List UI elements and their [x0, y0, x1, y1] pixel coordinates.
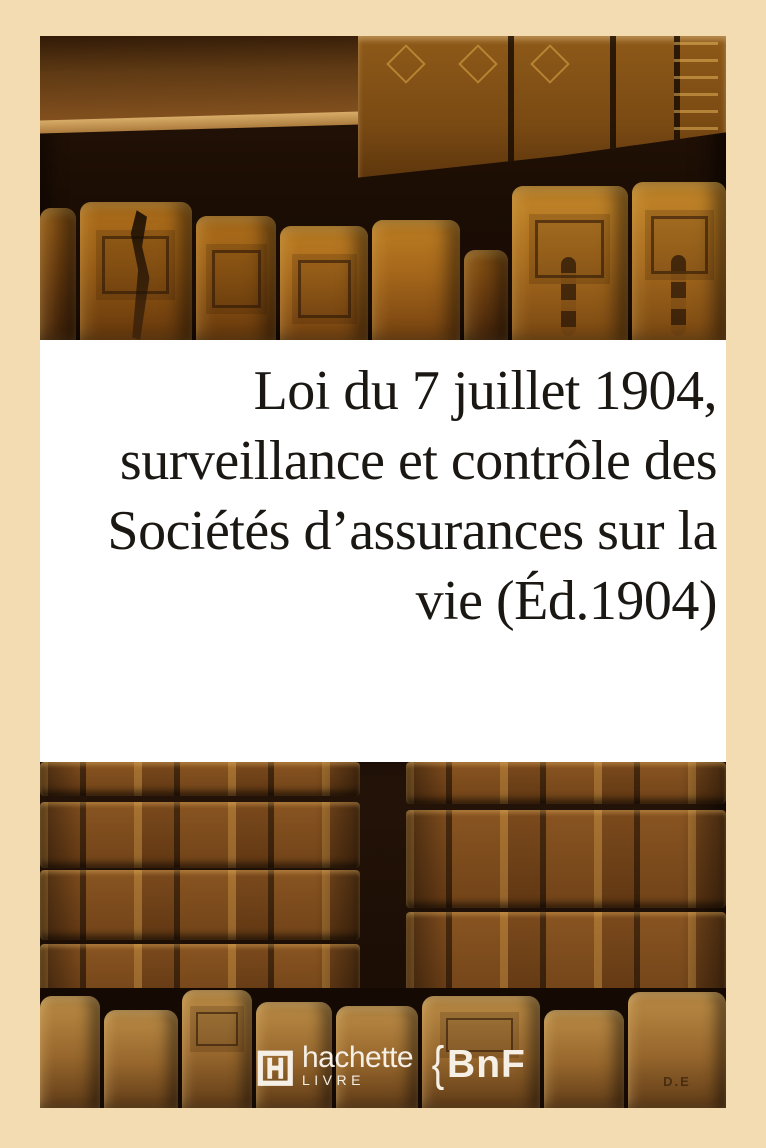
- photo-top-shelf: [40, 36, 726, 340]
- book-spine: [40, 208, 76, 340]
- bnf-wordmark: BnF: [447, 1043, 526, 1086]
- spine-label: [298, 260, 352, 318]
- book-spine: [632, 182, 726, 340]
- spine-ornament: [458, 44, 498, 84]
- hachette-wordmark: hachette: [302, 1041, 414, 1074]
- title-line-1: Loi du 7 juillet 1904,: [253, 360, 717, 422]
- publisher-logos: [40, 762, 726, 1108]
- book-title: [40, 340, 726, 636]
- book-spine: [512, 186, 628, 340]
- book-gap: [508, 36, 514, 182]
- book-spine: [464, 250, 508, 340]
- bnf-logo: [430, 1038, 526, 1091]
- title-band: [40, 340, 726, 762]
- shelf-overhang: [40, 36, 363, 123]
- book-spine: [372, 220, 460, 340]
- spine-gilt-bands: [674, 42, 718, 162]
- title-line-2: surveillance et contrôle des: [119, 430, 717, 492]
- books-upper-row: [358, 36, 726, 182]
- hachette-livre-label: LIVRE: [302, 1072, 365, 1088]
- title-line-4: vie (Éd.1904): [415, 570, 717, 632]
- book-spine: [280, 226, 368, 340]
- book-gap: [610, 36, 616, 182]
- spine-script-marking: [561, 257, 576, 336]
- spine-embossed-text: D.E: [663, 1074, 691, 1089]
- spine-label: [212, 250, 261, 308]
- title-line-3: Sociétés d’assurances sur la: [107, 500, 717, 562]
- hachette-livre-logo: [302, 1041, 414, 1088]
- bnf-brace-icon: {: [431, 1038, 445, 1091]
- photo-bottom-shelf: [40, 762, 726, 1108]
- cover-photo: [40, 36, 726, 1108]
- spine-ornament: [530, 44, 570, 84]
- book-spine: [196, 216, 276, 340]
- book-spine: [80, 202, 192, 340]
- hachette-h-icon: [254, 1046, 296, 1090]
- spine-ornament: [386, 44, 426, 84]
- spine-script-marking: [671, 255, 686, 336]
